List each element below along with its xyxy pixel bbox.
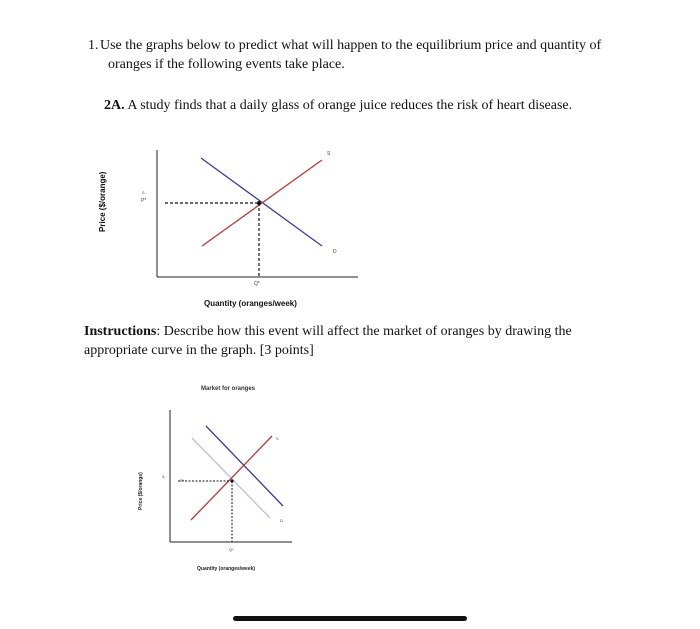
graph2-demand-label: D bbox=[280, 518, 283, 523]
graph2-supply-label: S bbox=[276, 436, 279, 441]
graph2-title: Market for oranges bbox=[201, 386, 256, 392]
question-line-1: Use the graphs below to predict what will happen to the equilibrium price and quantity of bbox=[100, 38, 602, 53]
instructions-body: : Describe how this event will affect the market of oranges by drawing the appropriate curve in the graph. [3 points] bbox=[84, 324, 572, 358]
part-description: A study finds that a daily glass of orange juice reduces the risk of heart disease. bbox=[127, 98, 573, 113]
graph1-demand-label: D bbox=[333, 249, 337, 255]
instructions-text bbox=[84, 322, 624, 360]
graph1-x-axis-label: Quantity (oranges/week) bbox=[204, 299, 297, 308]
graph2-x-axis-label: Quantity (oranges/week) bbox=[197, 566, 256, 572]
graph2-y-tick: P bbox=[160, 475, 166, 478]
graph2-y-axis-label: Price ($/orange) bbox=[138, 472, 144, 510]
graph1-quantity-label: Q* bbox=[254, 281, 260, 287]
graph2-equilibrium-point bbox=[230, 479, 233, 482]
home-indicator[interactable] bbox=[233, 616, 467, 621]
graph1-equilibrium-point bbox=[257, 201, 261, 205]
graph2-quantity-label: Q* bbox=[229, 547, 234, 552]
graph2-price-label: P* bbox=[180, 478, 185, 483]
graph1-y-tick: P bbox=[140, 191, 146, 194]
question-line-2: oranges if the following events take place. bbox=[108, 57, 345, 72]
instructions-label: Instructions bbox=[84, 324, 157, 339]
graph1-price-label: P* bbox=[141, 198, 147, 204]
part-label: 2A. bbox=[104, 98, 125, 113]
graph1-y-axis-label: Price ($/orange) bbox=[98, 171, 107, 232]
question-number: 1. bbox=[88, 38, 99, 53]
graph1-demand-curve bbox=[201, 158, 322, 246]
graph1-supply-label: S bbox=[327, 151, 331, 157]
graph2-demand-curve bbox=[206, 426, 283, 506]
